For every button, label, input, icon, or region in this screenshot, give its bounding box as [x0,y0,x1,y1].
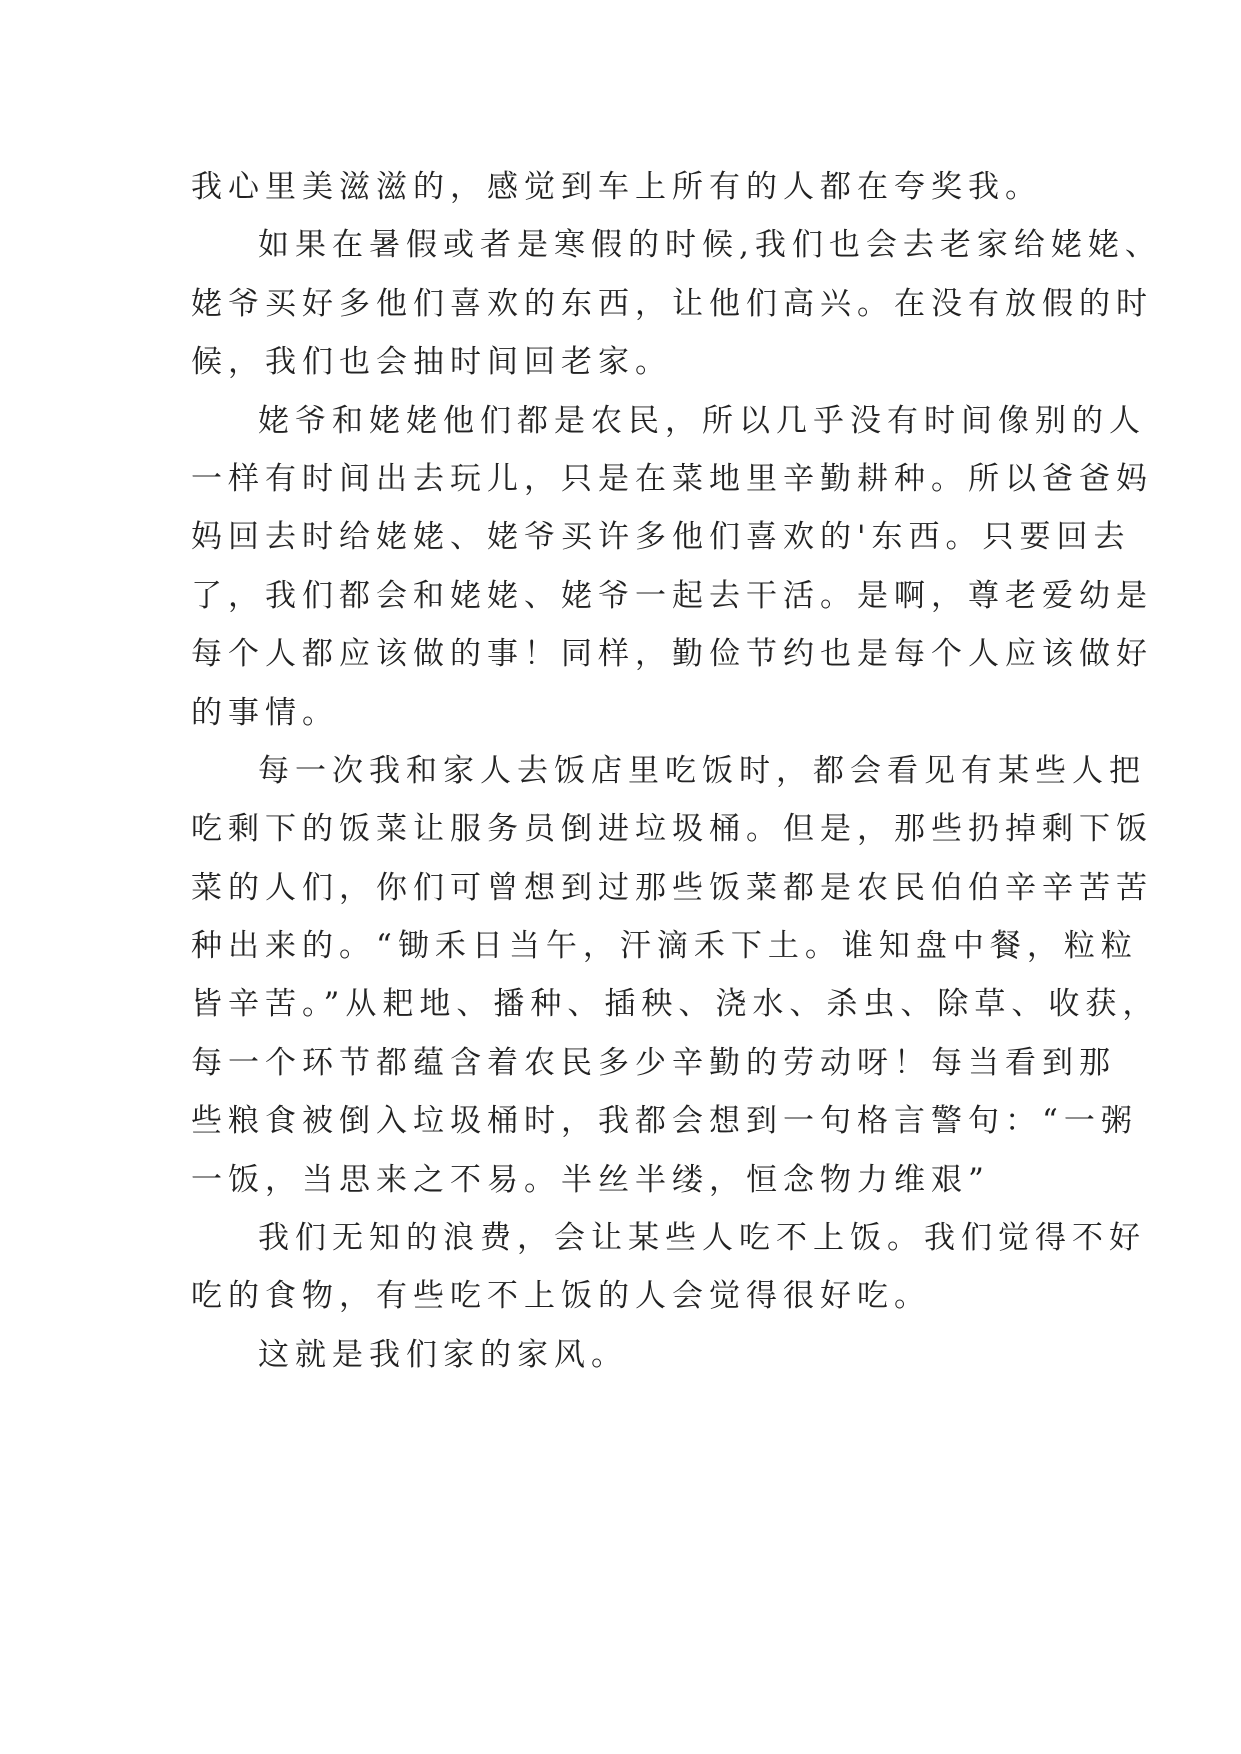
text-line: 的事情。 [191,694,339,731]
text-line: 菜的人们，你们可曾想到过那些饭菜都是农民伯伯辛辛苦苦 [191,869,1153,906]
text-line: 姥爷和姥姥他们都是农民，所以几乎没有时间像别的人 [258,402,1146,439]
text-line: 每一个环节都蕴含着农民多少辛勤的劳动呀！每当看到那 [191,1044,1116,1081]
text-line: 些粮食被倒入垃圾桶时，我都会想到一句格言警句：“一粥 [191,1103,1138,1140]
text-line: 候，我们也会抽时间回老家。 [191,344,672,381]
text-line: 这就是我们家的家风。 [258,1336,628,1373]
text-line: 妈回去时给姥姥、姥爷买许多他们喜欢的'东西。只要回去 [191,519,1131,556]
text-line: 每个人都应该做的事！同样，勤俭节约也是每个人应该做好 [191,636,1153,673]
text-line: 吃的食物，有些吃不上饭的人会觉得很好吃。 [191,1278,931,1315]
text-line: 皆辛苦。”从耙地、播种、插秧、浇水、杀虫、除草、收获， [191,986,1160,1023]
text-line: 如果在暑假或者是寒假的时候,我们也会去老家给姥姥、 [258,227,1162,264]
text-line: 每一次我和家人去饭店里吃饭时，都会看见有某些人把 [258,752,1146,789]
text-line: 一样有时间出去玩儿，只是在菜地里辛勤耕种。所以爸爸妈 [191,460,1153,497]
text-line: 吃剩下的饭菜让服务员倒进垃圾桶。但是，那些扔掉剩下饭 [191,811,1153,848]
essay-body [191,158,1162,1384]
text-line: 我心里美滋滋的，感觉到车上所有的人都在夸奖我。 [191,169,1042,205]
text-line: 一饭，当思来之不易。半丝半缕，恒念物力维艰” [191,1161,990,1198]
text-line: 了，我们都会和姥姥、姥爷一起去干活。是啊，尊老爱幼是 [191,577,1153,614]
text-line: 种出来的。“锄禾日当午，汗滴禾下土。谁知盘中餐，粒粒 [191,928,1138,965]
text-line: 姥爷买好多他们喜欢的东西，让他们高兴。在没有放假的时 [191,285,1153,322]
text-line: 我们无知的浪费，会让某些人吃不上饭。我们觉得不好 [258,1220,1146,1257]
